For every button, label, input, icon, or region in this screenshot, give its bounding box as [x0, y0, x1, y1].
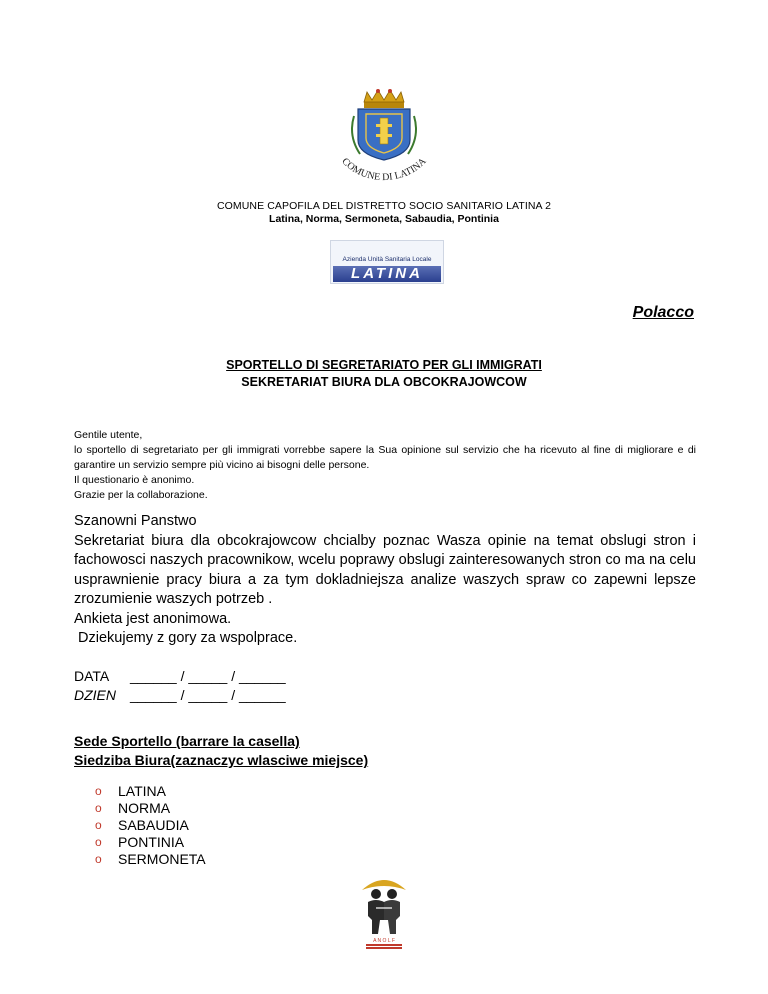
location-label: LATINA	[118, 783, 166, 799]
location-option-pontinia[interactable]	[95, 834, 206, 851]
two-people-icon	[368, 889, 400, 934]
shield-icon	[352, 109, 416, 160]
checkbox-circle-icon[interactable]: o	[95, 801, 102, 815]
intro-it-anonymous: Il questionario è anonimo.	[74, 474, 195, 486]
crown-icon	[364, 89, 404, 108]
location-option-sabaudia[interactable]	[95, 817, 206, 834]
location-option-sermoneta[interactable]	[95, 851, 206, 868]
location-label: NORMA	[118, 800, 171, 816]
anolf-logo	[356, 872, 412, 950]
asl-latina-logo	[330, 240, 444, 284]
intro-pl-body: Sekretariat biura dla obcokrajowcow chcialby poznac Wasza opinie na temat obslugi stron i fachowosci naszych pracownikow, wcelu poprawy obslugi zainteresowanych stron co ma na celu usprawnienie pracy biura a za tym dokladniejsza analize waszych spraw co zapewni lepsze zrozumienie waszych potrzeb .	[74, 532, 696, 607]
location-options	[95, 783, 206, 868]
date-row-pl	[74, 686, 286, 705]
office-location-heading-it: Sede Sportello (barrare la casella)	[74, 733, 300, 749]
date-label-it: DATA	[74, 668, 110, 684]
intro-it-body: lo sportello di segretariato per gli immigrati vorrebbe sapere la Sua opinione sul servizio che ha ricevuto al fine di migliorare e di garantire un servizio sempre più vicino ai bisogni delle persone.	[74, 444, 696, 471]
date-label-pl: DZIEN	[74, 687, 116, 703]
intro-italian	[74, 428, 696, 503]
municipality-list: Latina, Norma, Sermoneta, Sabaudia, Pontinia	[269, 213, 499, 225]
intro-pl-thanks: Dziekujemy z gory za wspolprace.	[74, 630, 298, 646]
svg-text:COMUNE DI LATINA: COMUNE DI LATINA	[339, 156, 429, 184]
intro-it-greeting: Gentile utente,	[74, 429, 143, 441]
comune-di-latina-crest-logo	[326, 88, 442, 190]
intro-pl-anonymous: Ankieta jest anonimowa.	[74, 610, 232, 627]
checkbox-circle-icon[interactable]: o	[95, 818, 102, 832]
language-label: Polacco	[632, 304, 694, 321]
svg-text:A N O L F: A N O L F	[373, 938, 395, 944]
location-label: SERMONETA	[118, 851, 206, 867]
intro-it-thanks: Grazie per la collaborazione.	[74, 489, 208, 501]
municipality-header: COMUNE CAPOFILA DEL DISTRETTO SOCIO SANITARIO LATINA 2	[216, 200, 552, 212]
intro-pl-greeting: Szanowni Panstwo	[74, 513, 197, 529]
date-blank-pl[interactable]: ______ / _____ / ______	[130, 687, 286, 703]
date-row-it	[74, 667, 286, 686]
checkbox-circle-icon[interactable]: o	[95, 835, 102, 849]
intro-polish	[74, 512, 696, 649]
location-option-latina[interactable]	[95, 783, 206, 800]
location-label: PONTINIA	[118, 834, 185, 850]
location-label: SABAUDIA	[118, 817, 189, 833]
office-location-heading-pl: Siedziba Biura(zaznaczyc wlasciwe miejsce)	[74, 752, 369, 768]
document-title-pl: SEKRETARIAT BIURA DLA OBCOKRAJOWCOW	[241, 375, 527, 389]
asl-logo-word: LATINA	[351, 265, 423, 282]
location-option-norma[interactable]	[95, 800, 206, 817]
asl-logo-caption: Azienda Unità Sanitaria Locale	[342, 256, 432, 263]
checkbox-circle-icon[interactable]: o	[95, 852, 102, 866]
date-fields	[74, 667, 286, 705]
document-title-it: SPORTELLO DI SEGRETARIATO PER GLI IMMIGRATI	[226, 358, 542, 372]
checkbox-circle-icon[interactable]: o	[95, 784, 102, 798]
date-blank-it[interactable]: ______ / _____ / ______	[130, 668, 286, 684]
